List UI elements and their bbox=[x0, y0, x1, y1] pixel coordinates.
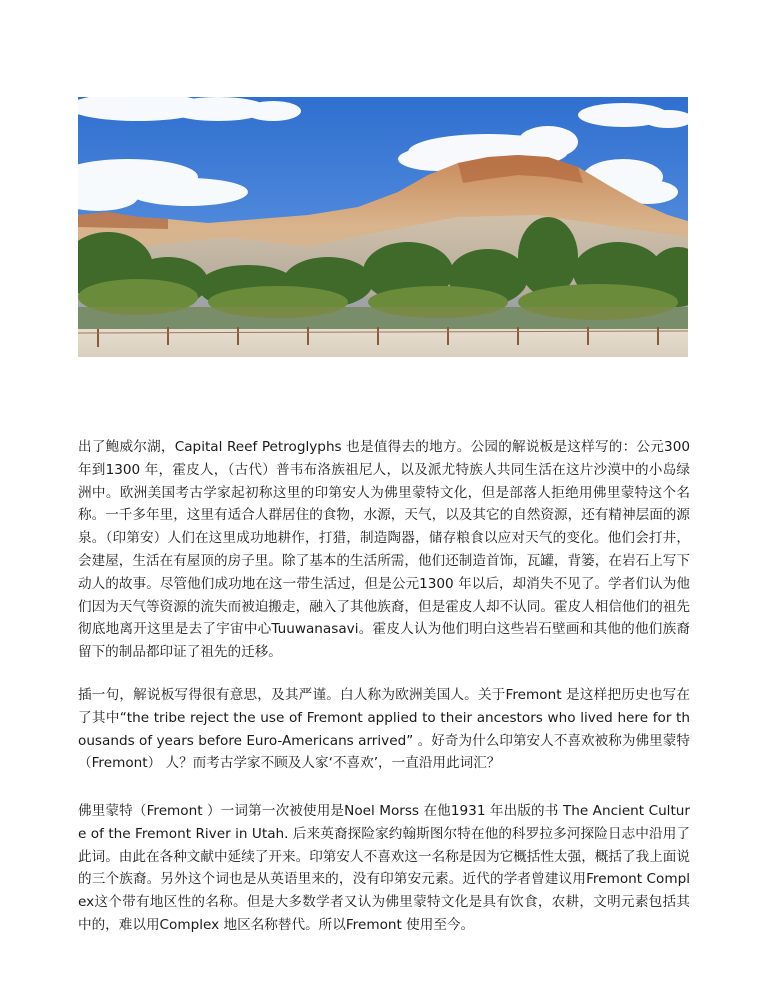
paragraph-fremont-origin: 佛里蒙特（Fremont ）一词第一次被使用是Noel Morss 在他1931 年出版的书 The Ancient Culture of the Fremont River in Utah. 后来英裔探险家约翰斯图尔特在他的科罗拉多河探险日志中沿用了此词。由此在各种文献中延续了开来。印第安人不喜欢这一名称是因为它概括性太强，概括了我上面说的三个族裔。另外这个词也是从英语里来的，没有印第安元素。近代的学者曾建议用Fremont Complex这个带有地区性的名称。但是大多数学者又认为佛里蒙特文化是具有饮食，农耕，文明元素包括其中的，难以用Complex 地区名称替代。所以Fremont 使用至今。 bbox=[78, 803, 690, 933]
landscape-photo bbox=[78, 97, 688, 357]
paragraph-intro: 出了鲍威尔湖，Capital Reef Petroglyphs 也是值得去的地方。公园的解说板是这样写的：公元300年到1300 年，霍皮人，（古代）普韦布洛族祖尼人，以及派尤特族人共同生活在这片沙漠中的小岛绿洲中。欧洲美国考古学家起初称这里的印第安人为佛里蒙特文化，但是部落人拒绝用佛里蒙特这个名称。一千多年里，这里有适合人群居住的食物，水源，天气，以及其它的自然资源，还有精神层面的源泉。（印第安）人们在这里成功地耕作，打猎，制造陶器，储存粮食以应对天气的变化。他们会打井，会建屋，生活在有屋顶的房子里。除了基本的生活所需，他们还制造首饰，瓦罐，背篓，在岩石上写下动人的故事。尽管他们成功地在这一带生活过，但是公元1300 年以后，却消失不见了。学者们认为他们因为天气等资源的流失而被迫搬走，融入了其他族裔，但是霍皮人却不认同。霍皮人相信他们的祖先彻底地离开这里是去了宇宙中心Tuuwanasavi。霍皮人认为他们明白这些岩石壁画和其他的他们族裔留下的制品都印证了祖先的迁移。 bbox=[78, 439, 690, 661]
paragraph-aside: 插一句，解说板写得很有意思，及其严谨。白人称为欧洲美国人。关于Fremont 是这样把历史也写在了其中“the tribe reject the use of Fremont applied to their ancestors who lived here for thousands of years before Euro-Americans arrived” 。好奇为什么印第安人不喜欢被称为佛里蒙特（Fremont） 人？而考古学家不顾及人家‘不喜欢’，一直沿用此词汇？ bbox=[78, 687, 690, 772]
